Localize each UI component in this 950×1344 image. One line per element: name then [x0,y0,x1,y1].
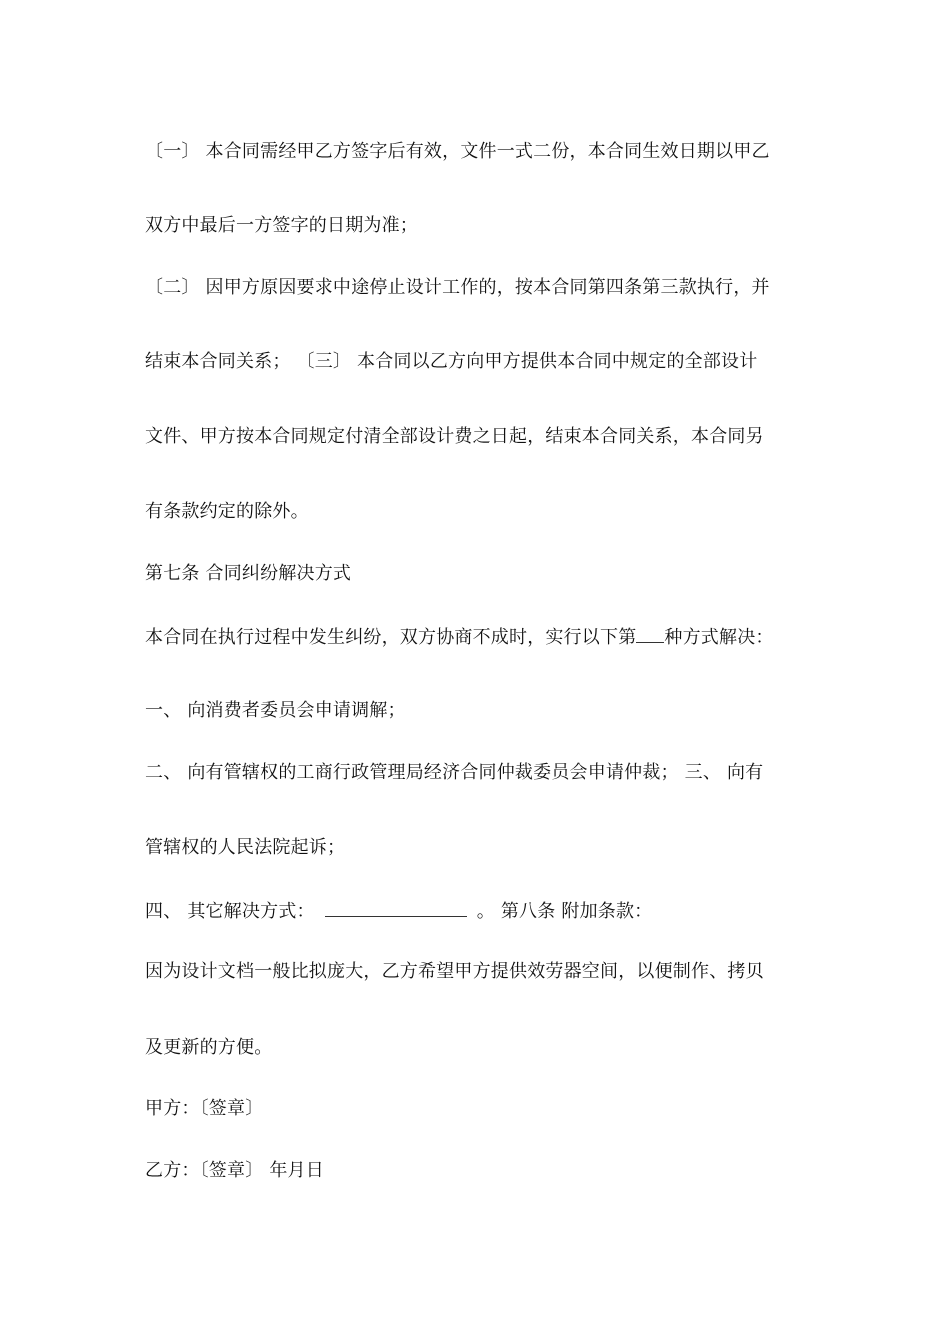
method-4-line [145,898,815,924]
article-8-heading: 。 第八条 附加条款： [476,901,653,922]
clause-6-3-line-2: 文件、甲方按本合同规定付清全部设计费之日起，结束本合同关系，本合同另 [145,426,764,447]
other-method-blank [325,898,467,917]
article-8-line-2: 及更新的方便。 [145,1037,273,1058]
article-7-heading: 第七条 合同纠纷解决方式 [145,563,352,584]
method-3-line-2: 管辖权的人民法院起诉； [145,837,346,858]
method-4-label: 四、 其它解决方式： [145,901,315,922]
party-a-signature: 甲方：〔签章〕 [145,1098,264,1119]
article-7-intro [145,624,815,650]
method-2-line-1: 二、 向有管辖权的工商行政管理局经济合同仲裁委员会申请仲裁； 三、 向有 [145,762,764,783]
clause-6-1-line-2: 双方中最后一方签字的日期为准； [145,215,418,236]
method-1: 一、 向消费者委员会申请调解； [145,700,406,721]
clause-6-1-line-1: 〔一〕 本合同需经甲乙方签字后有效，文件一式二份，本合同生效日期以甲乙 [145,141,770,162]
method-number-blank [636,624,664,643]
article-7-intro-text: 本合同在执行过程中发生纠纷，双方协商不成时，实行以下第 [145,627,637,648]
article-7-intro-tail: 种方式解决： [664,627,774,648]
clause-6-3-line-3: 有条款约定的除外。 [145,501,309,522]
clause-6-2-line-1: 〔二〕 因甲方原因要求中途停止设计工作的，按本合同第四条第三款执行，并 [145,277,770,298]
party-b-signature: 乙方：〔签章〕 年月日 [145,1160,324,1181]
clause-6-2-line-2: 结束本合同关系； 〔三〕 本合同以乙方向甲方提供本合同中规定的全部设计 [145,351,758,372]
article-8-line-1: 因为设计文档一般比拟庞大，乙方希望甲方提供效劳器空间，以便制作、拷贝 [145,961,764,982]
